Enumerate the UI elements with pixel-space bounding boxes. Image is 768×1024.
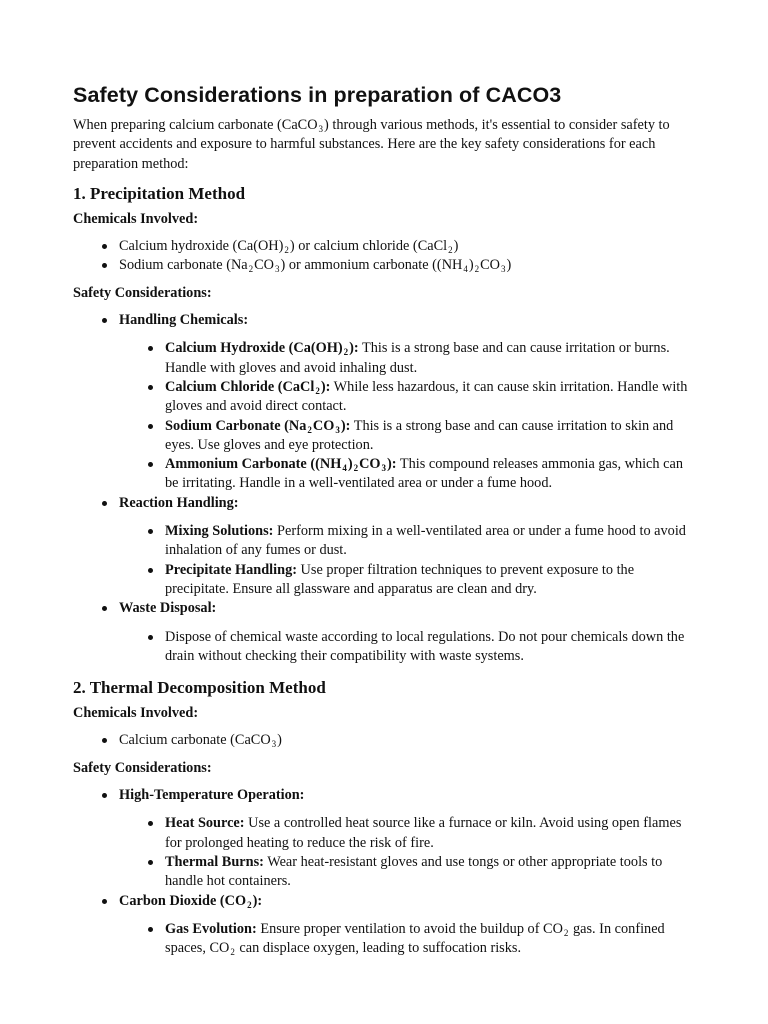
section-heading-thermal: 2. Thermal Decomposition Method [73,678,326,698]
list-item: Dispose of chemical waste according to local regulations. Do not pour chemicals down the drain without checking their compatibility with waste systems. [73,628,698,667]
chemicals-list [73,731,698,750]
section-heading-precipitation: 1. Precipitation Method [73,183,246,203]
intro-paragraph: When preparing calcium carbonate (CaCO$_3$) through various methods, it's essential to consider safety to prevent accidents and exposure to harmful substances. Here are the key safety considerations for each preparation method: [73,117,670,172]
document-body [73,116,698,958]
list-item: Heat Source: Use a controlled heat source like a furnace or kiln. Avoid using open flames for prolonged heating to reduce the risk of fire. [73,814,698,853]
group-label-high-temperature: High-Temperature Operation: [119,787,305,804]
list-item [73,494,698,599]
list-item: Thermal Burns: Wear heat-resistant gloves and use tongs or other appropriate tools to handle hot containers. [73,853,698,892]
group-label-waste: Waste Disposal: [119,600,217,617]
list-item [73,599,698,666]
list-item: Mixing Solutions: Perform mixing in a well-ventilated area or under a fume hood to avoid inhalation of any fumes or dust. [73,522,698,561]
list-item [73,311,698,494]
list-item: Calcium carbonate (CaCO$_3$) [73,731,698,750]
safety-list [73,786,698,958]
group-label-co2: Carbon Dioxide $(CO_2)$: [119,892,263,910]
list-item: Sodium Carbonate $(Na_2CO_3)$: This is a strong base and can cause irritation to skin and eyes. Use gloves and eye protection. [73,417,698,456]
list-item: Sodium carbonate $(Na_2CO_3)$ or ammonium carbonate $((NH_4)_2CO_3)$ [73,256,698,275]
safety-considerations-label: Safety Considerations: [73,759,212,776]
list-item: Calcium hydroxide $(Ca(OH)_2)$ or calcium chloride (CaCl$_2$) [73,237,698,256]
sub-list [73,920,698,959]
list-item: Ammonium Carbonate $((NH_4)_2CO_3)$: This compound releases ammonia gas, which can be irritating. Handle in a well-ventilated area or under a fume hood. [73,455,698,494]
chemicals-involved-label: Chemicals Involved: [73,705,199,722]
safety-list [73,311,698,666]
page-title: Safety Considerations in preparation of CACO3 [73,83,562,107]
sub-list [73,814,698,891]
list-item: Calcium Hydroxide $(Ca(OH)_2)$: This is a strong base and can cause irritation or burns. Handle with gloves and avoid inhaling dust. [73,339,698,378]
list-item [73,892,698,959]
sub-list [73,628,698,667]
sub-list [73,522,698,599]
sub-list [73,339,698,493]
group-label-reaction: Reaction Handling: [119,494,239,511]
list-item: Gas Evolution: Ensure proper ventilation to avoid the buildup of $CO_2$ gas. In confined spaces, $CO_2$ can displace oxygen, leading to suffocation risks. [73,920,698,959]
list-item: Precipitate Handling: Use proper filtration techniques to prevent exposure to the precipitate. Ensure all glassware and apparatus are clean and dry. [73,561,698,600]
list-item [73,786,698,891]
chemicals-involved-label: Chemicals Involved: [73,210,199,227]
list-item: Calcium Chloride (CaCl$_2$): While less hazardous, it can cause skin irritation. Handle with gloves and avoid direct contact. [73,378,698,417]
safety-considerations-label: Safety Considerations: [73,284,212,301]
chemicals-list [73,237,698,276]
group-label-handling: Handling Chemicals: [119,312,249,329]
